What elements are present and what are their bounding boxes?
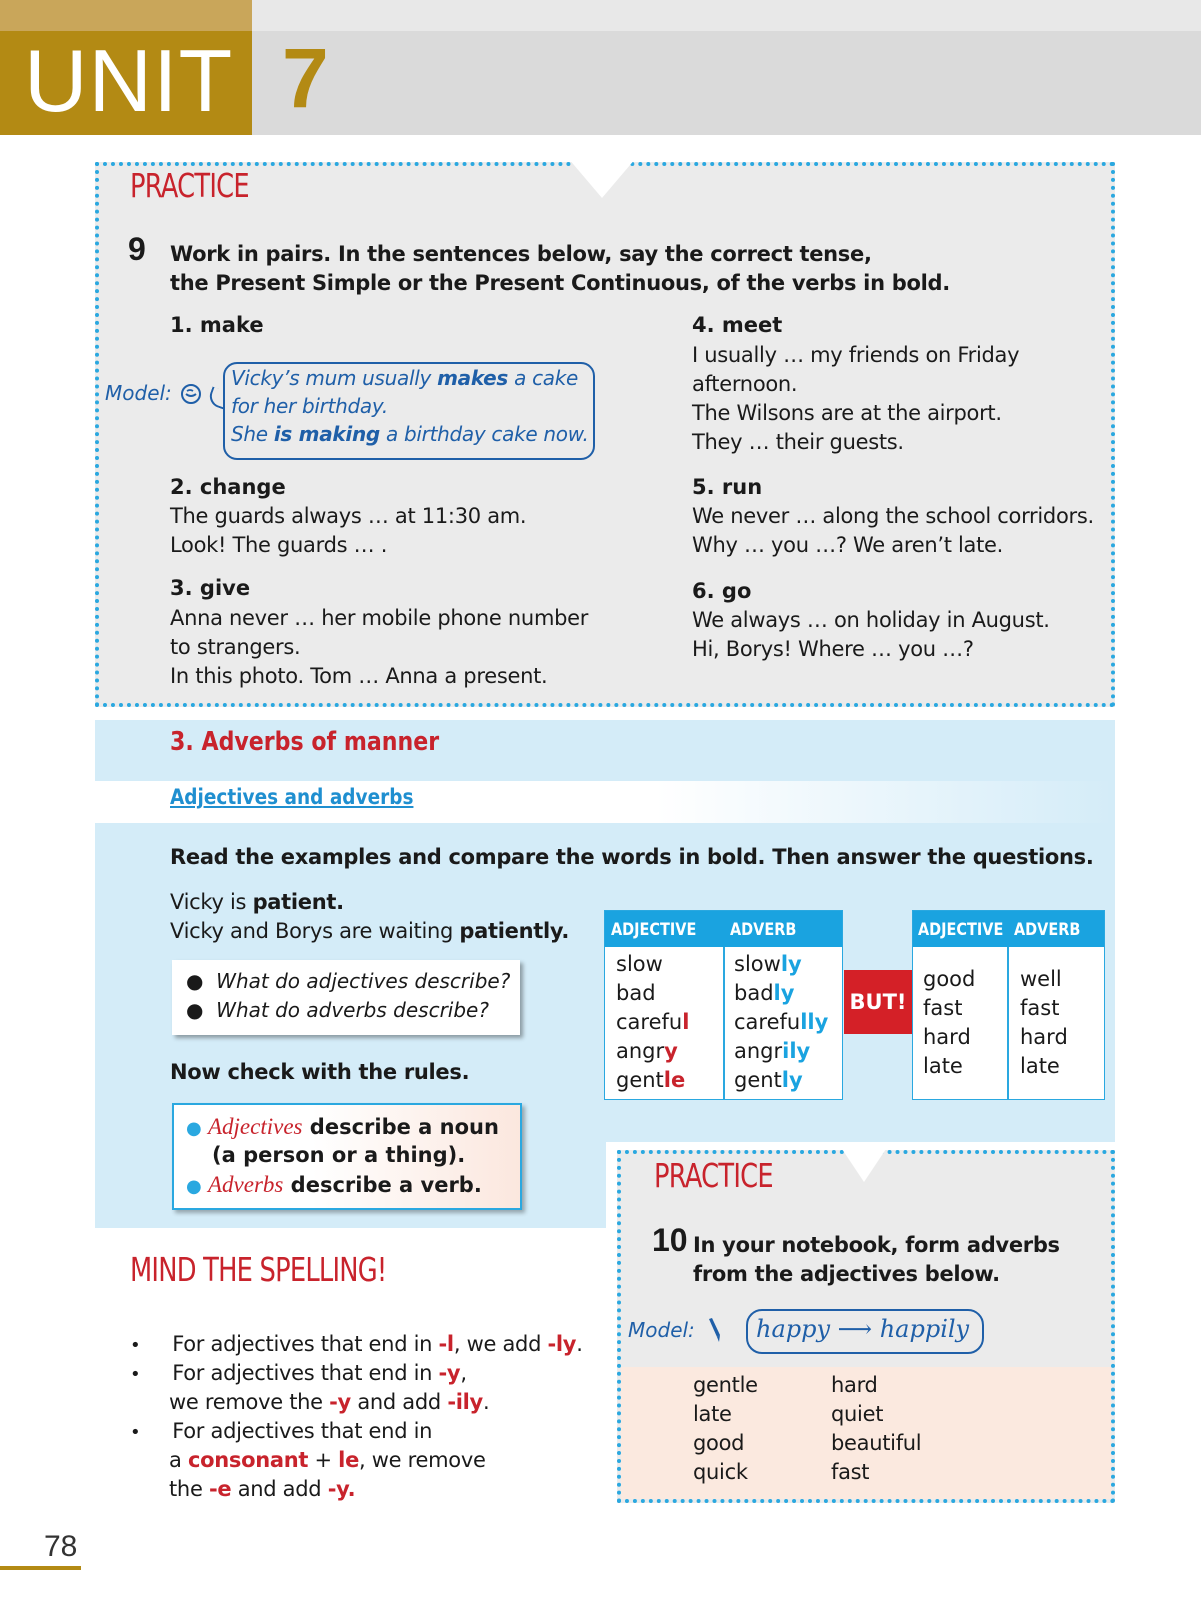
item-5-line-1: We never … along the school corridors. (692, 504, 1094, 528)
table-1-adj-3: careful (616, 1010, 690, 1034)
question-1: ● What do adjectives describe? (186, 969, 511, 993)
item-4-line-3: The Wilsons are at the airport. (692, 401, 1002, 425)
question-2: ● What do adverbs describe? (186, 998, 489, 1022)
table-2-header-adverb: ADVERB (1014, 920, 1081, 940)
item-3-line-2: to strangers. (170, 635, 301, 659)
page-number-underline (0, 1566, 81, 1570)
model-bold-verb: makes (437, 366, 509, 390)
model-label: Model: (105, 381, 172, 405)
but-label: BUT! (844, 970, 912, 1034)
rule-adverbs-term: Adverbs (207, 1172, 284, 1197)
exercise-10-instruction-line-1: In your notebook, form adverbs (693, 1233, 1060, 1257)
table-2-adv-2: fast (1020, 996, 1060, 1020)
table-1-divider (723, 947, 725, 1099)
table-2-adj-2: fast (923, 996, 963, 1020)
spelling-rule-3-line-3: the -e and add -y. (169, 1477, 356, 1501)
practice-9-notch (568, 158, 636, 198)
item-4-line-1: I usually … my friends on Friday (692, 343, 1020, 367)
table-1-adv-2: badly (734, 981, 795, 1005)
compare-instruction: Read the examples and compare the words in bold. Then answer the questions. (170, 845, 1094, 869)
word-good: good (693, 1431, 745, 1455)
rule-1-line-1: ● Adjectives describe a noun (186, 1114, 499, 1139)
word-fast: fast (831, 1460, 870, 1484)
page-number: 78 (44, 1530, 78, 1563)
table-1-adv-4: angrily (734, 1039, 811, 1063)
table-1-adj-1: slow (616, 952, 663, 976)
practice-9-title: PRACTICE (130, 166, 249, 205)
table-1-header-adjective: ADJECTIVE (611, 920, 697, 940)
table-2-adj-4: late (923, 1054, 963, 1078)
table-2-adv-3: hard (1020, 1025, 1068, 1049)
table-2-adj-1: good (923, 967, 976, 991)
table-2-adv-1: well (1020, 967, 1062, 991)
rule-1-line-2: (a person or a thing). (212, 1143, 466, 1167)
header-top-gold-strip (0, 0, 252, 31)
exercise-9-number: 9 (128, 231, 146, 267)
rule-2-line-1: ● Adverbs describe a verb. (186, 1172, 482, 1197)
model-bold-verb-continuous: is making (273, 422, 380, 446)
exercise-9-instruction-line-1: Work in pairs. In the sentences below, say the correct tense, (170, 242, 872, 266)
item-2-line-1: The guards always … at 11:30 am. (170, 504, 527, 528)
model-line-1: Vicky’s mum usually makes a cake (231, 366, 579, 390)
adverbs-section-title: 3. Adverbs of manner (170, 727, 440, 757)
model-line-3: She is making a birthday cake now. (231, 422, 589, 446)
item-5-line-2: Why … you …? We aren’t late. (692, 533, 1004, 557)
item-4-heading: 4. meet (692, 313, 783, 337)
model-line-2: for her birthday. (231, 394, 388, 418)
table-1-header-adverb: ADVERB (730, 920, 797, 940)
word-late: late (693, 1402, 732, 1426)
table-2-divider (1007, 947, 1009, 1099)
subsection-title: Adjectives and adverbs (170, 785, 414, 809)
example-line-2: Vicky and Borys are waiting patiently. (170, 919, 570, 943)
example-adverb: patiently. (459, 919, 570, 943)
practice-10-notch (840, 1146, 888, 1182)
pen-icon (705, 1317, 725, 1349)
item-6-line-1: We always … on holiday in August. (692, 608, 1050, 632)
table-1-adj-4: angry (616, 1039, 678, 1063)
practice-10-title: PRACTICE (654, 1156, 773, 1195)
table-2-adv-4: late (1020, 1054, 1060, 1078)
word-gentle: gentle (693, 1373, 758, 1397)
exercise-9-instruction-line-2: the Present Simple or the Present Continuous, of the verbs in bold. (170, 271, 950, 295)
word-hard: hard (831, 1373, 878, 1397)
spelling-rule-2-line-2: we remove the -y and add -ily. (169, 1390, 490, 1414)
table-1-adv-3: carefully (734, 1010, 829, 1034)
example-adjective: patient. (252, 890, 344, 914)
table-1-adj-2: bad (616, 981, 656, 1005)
spelling-rule-1: • For adjectives that end in -l, we add -ly. (130, 1332, 583, 1356)
item-2-heading: 2. change (170, 475, 286, 499)
item-4-line-4: They … their guests. (692, 430, 904, 454)
item-6-line-2: Hi, Borys! Where … you …? (692, 637, 974, 661)
spelling-rule-2: • For adjectives that end in -y, (130, 1361, 467, 1385)
item-3-line-1: Anna never … her mobile phone number (170, 606, 589, 630)
exercise-10-number: 10 (652, 1222, 688, 1258)
item-6-heading: 6. go (692, 579, 752, 603)
table-1-adv-1: slowly (734, 952, 802, 976)
spelling-title: MIND THE SPELLING! (130, 1250, 387, 1289)
table-2-adj-3: hard (923, 1025, 971, 1049)
item-3-line-3: In this photo. Tom … Anna a present. (170, 664, 548, 688)
exercise-10-instruction-line-2: from the adjectives below. (693, 1262, 1000, 1286)
rule-adjectives-term: Adjectives (207, 1114, 303, 1139)
unit-label: UNIT (24, 31, 234, 130)
unit-number: 7 (282, 31, 329, 125)
item-1-number: 1. (170, 313, 193, 337)
model-2-label: Model: (628, 1318, 695, 1342)
word-beautiful: beautiful (831, 1431, 922, 1455)
spelling-rule-3-line-2: a consonant + le, we remove (169, 1448, 486, 1472)
item-1-heading (170, 313, 264, 337)
example-line-1: Vicky is patient. (170, 890, 344, 914)
table-1-adj-5: gentle (616, 1068, 686, 1092)
item-2-line-2: Look! The guards … . (170, 533, 388, 557)
word-quiet: quiet (831, 1402, 884, 1426)
speech-icon (179, 382, 205, 413)
model-2-text: happy ⟶ happily (756, 1315, 970, 1343)
check-rules-label: Now check with the rules. (170, 1060, 470, 1084)
item-5-heading: 5. run (692, 475, 763, 499)
table-2-header-adjective: ADJECTIVE (918, 920, 1004, 940)
item-1-verb: make (199, 313, 264, 337)
item-4-line-2: afternoon. (692, 372, 798, 396)
word-quick: quick (693, 1460, 748, 1484)
table-1-adv-5: gently (734, 1068, 803, 1092)
spelling-rule-3: • For adjectives that end in (130, 1419, 433, 1443)
item-3-heading: 3. give (170, 576, 251, 600)
